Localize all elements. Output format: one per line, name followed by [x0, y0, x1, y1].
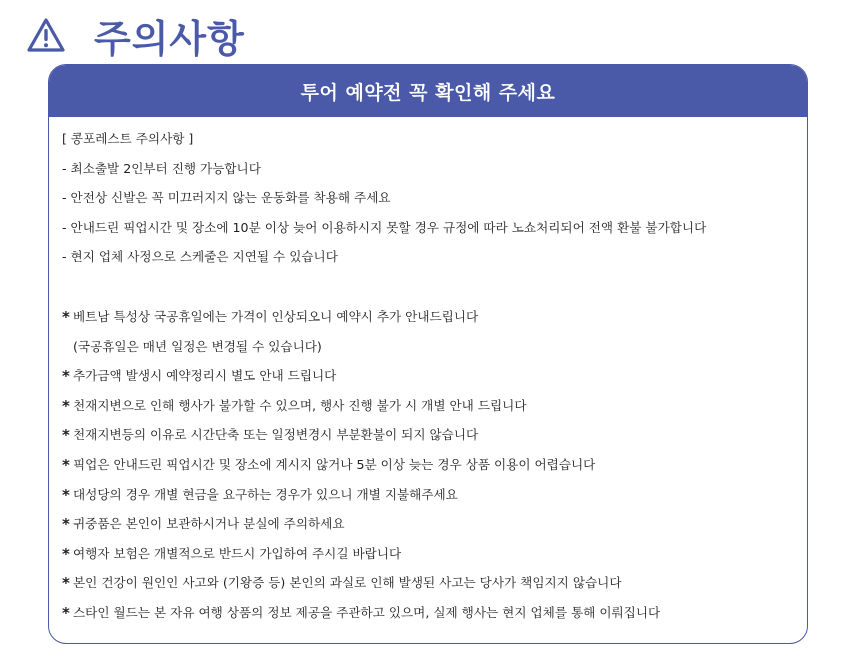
- star-mark: *: [62, 574, 70, 593]
- star-mark: *: [62, 367, 70, 386]
- notice-list: [49, 117, 807, 623]
- list-item: [62, 366, 807, 386]
- list-item-text: 천재지변으로 인해 행사가 불가할 수 있으며, 행사 진행 불가 시 개별 안내 드립니다: [73, 397, 527, 413]
- list-item-text: 대성당의 경우 개별 현금을 요구하는 경우가 있으니 개별 지불해주세요: [73, 486, 458, 502]
- star-mark: *: [62, 544, 70, 563]
- page-header: [26, 10, 245, 60]
- list-item: [62, 396, 807, 416]
- list-item: [62, 307, 807, 327]
- list-item: - 안내드린 픽업시간 및 장소에 10분 이상 늦어 이용하시지 못할 경우 규정에 따라 노쇼처리되어 전액 환불 불가합니다: [62, 219, 707, 235]
- list-item: [62, 603, 807, 623]
- star-mark: *: [62, 396, 70, 415]
- list-item: - 현지 업체 사정으로 스케줄은 지연될 수 있습니다: [62, 249, 338, 265]
- list-item-text: 픽업은 안내드린 픽업시간 및 장소에 계시지 않거나 5분 이상 늦는 경우 상품 이용이 어렵습니다: [73, 456, 596, 472]
- list-item: [62, 425, 807, 445]
- star-mark: *: [62, 515, 70, 534]
- list-item: - 최소출발 2인부터 진행 가능합니다: [62, 160, 261, 176]
- star-mark: *: [62, 485, 70, 504]
- list-item: - 안전상 신발은 꼭 미끄러지지 않는 운동화를 착용해 주세요: [62, 190, 391, 206]
- list-item-text: 베트남 특성상 국공휴일에는 가격이 인상되오니 예약시 추가 안내드립니다: [73, 308, 479, 324]
- list-item: [62, 485, 807, 505]
- star-mark: *: [62, 455, 70, 474]
- star-mark: *: [62, 307, 70, 326]
- panel-heading: 투어 예약전 꼭 확인해 주세요: [300, 81, 556, 104]
- notice-panel: [48, 64, 808, 644]
- list-item-text: 본인 건강이 원인인 사고와 (기왕증 등) 본인의 과실로 인해 발생된 사고는 당사가 책임지지 않습니다: [73, 575, 622, 591]
- list-item-text: 귀중품은 본인이 보관하시거나 분실에 주의하세요: [73, 516, 345, 532]
- list-item-text: 추가금액 발생시 예약정리시 별도 안내 드립니다: [73, 368, 337, 384]
- section-label: [ 콩포레스트 주의사항 ]: [62, 131, 194, 146]
- warning-triangle-icon: [26, 17, 66, 53]
- list-item: [62, 544, 807, 564]
- page-title: 주의사항: [94, 16, 245, 61]
- list-item: [62, 455, 807, 475]
- list-item-note: (국공휴일은 매년 일정은 변경될 수 있습니다): [73, 338, 322, 354]
- list-item: [62, 514, 807, 534]
- star-mark: *: [62, 603, 70, 622]
- list-item-text: 천재지변등의 이유로 시간단축 또는 일정변경시 부분환불이 되지 않습니다: [73, 427, 479, 443]
- star-mark: *: [62, 426, 70, 445]
- list-item-text: 여행자 보험은 개별적으로 반드시 가입하여 주시길 바랍니다: [73, 545, 402, 561]
- panel-heading-bar: [49, 65, 807, 117]
- list-item: [62, 573, 807, 593]
- list-item-text: 스타인 월드는 본 자유 여행 상품의 정보 제공을 주관하고 있으며, 실제 행사는 현지 업체를 통해 이뤄집니다: [73, 604, 661, 620]
